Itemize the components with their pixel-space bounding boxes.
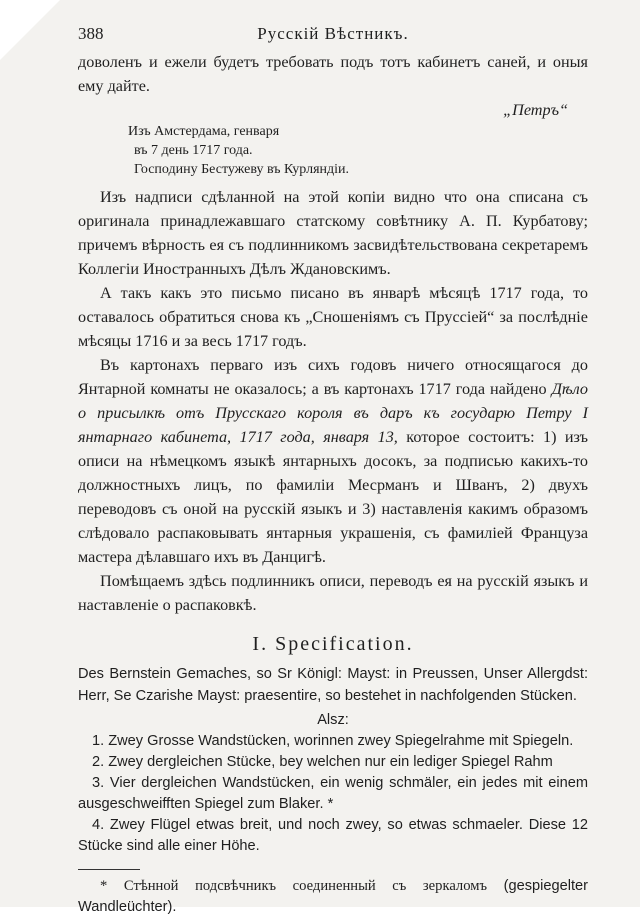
- letter-date-line: въ 7 день 1717 года.: [134, 143, 253, 158]
- archive-file-title: Дѣло о присылкѣ отъ Прусскаго короля въ даръ къ государю Петру I янтарнаго кабинета, 1717 года, января 13,: [78, 380, 589, 446]
- letter-address: Господину Бестужеву въ Курляндіи.: [134, 162, 350, 177]
- page-corner-fold: [0, 0, 60, 60]
- paragraph-letter-date: А такъ какъ это письмо писано въ январѣ мѣсяцѣ 1717 года, то оставалось обратиться снова къ „Сношеніямъ съ Пруссіей“ за послѣдніе мѣсяцы 1716 и за весь 1717 годъ.: [78, 284, 588, 350]
- specification-title: I. Specification.: [252, 633, 414, 655]
- page-number: 388: [78, 24, 104, 43]
- paragraph-copy-origin: Изъ надписи сдѣланной на этой копіи видно что она списана съ оригинала принадлежавшаго статскому совѣтнику А. П. Курбатову; причемъ вѣрность ея съ подлинникомъ засвидѣтельствована секретаремъ Коллегіи Иностранныхъ Дѣлъ Ждановскимъ.: [78, 188, 588, 278]
- letter-closing: доволенъ и ежели будетъ требовать подъ тотъ кабинетъ саней, и оныя ему дайте.: [78, 53, 588, 95]
- page-content: [78, 24, 588, 918]
- list-item: 2. Zwey dergleichen Stücke, bey welchen nur ein lediger Spiegel Rahm: [92, 754, 553, 770]
- list-item: 4. Zwey Flügel etwas breit, und noch zwey, so etwas schmaeler. Diese 12 Stücke sind alle einer Höhe.: [78, 817, 588, 854]
- letter-place-line: Изъ Амстердама, генваря: [128, 124, 280, 139]
- footnote-marker: *: [100, 878, 108, 894]
- archive-text-end: которое состоитъ: 1) изъ описи на нѣмецкомъ языкѣ янтарныхъ досокъ, за подписью какихъ-то должностныхъ лицъ, по фамиліи Месрманъ и Шванъ, 2) двухъ переводовъ съ оной на русскій языкъ и 3) наставленія какимъ образомъ слѣдовало распаковывать янтарныя украшенія, съ фамиліей Француза мастера дѣлавшаго ихъ въ Данцигѣ.: [78, 428, 589, 566]
- paragraph-publication-note: Помѣщаемъ здѣсь подлинникъ описи, переводъ ея на русскій языкъ и наставленіе о распаковкѣ.: [78, 572, 588, 614]
- archive-text-start: Въ картонахъ перваго изъ сихъ годовъ ничего относящагося до Янтарной комнаты не оказалось; а въ картонахъ 1717 года найдено: [78, 356, 588, 398]
- footnote-divider: [78, 869, 140, 870]
- list-item: 1. Zwey Grosse Wandstücken, worinnen zwey Spiegelrahme mit Spiegeln.: [92, 733, 574, 749]
- list-item: 3. Vier dergleichen Wandstücken, ein wenig schmäler, ein jedes mit einem ausgeschweifften Spiegel zum Blaker. *: [78, 775, 588, 812]
- running-title: Русскій Вѣстникъ.: [257, 24, 409, 43]
- specification-alsz: Alsz:: [317, 712, 349, 728]
- footnote-text-ru: Стѣнной подсвѣчникъ соединенный съ зеркаломъ: [123, 878, 488, 894]
- letter-signature: „Петръ“: [503, 101, 568, 119]
- paragraph-archive-file: [78, 353, 588, 569]
- footnote-text-de: (gespiegelter Wandleüchter).: [78, 878, 588, 915]
- specification-intro: Des Bernstein Gemaches, so Sr Königl: Mayst: in Preussen, Unser Allergdst: Herr, Se Czarishe Mayst: praesentire, so bestehet in nachfolgenden Stücken.: [78, 666, 588, 704]
- footnote: [78, 876, 588, 918]
- page-header: [78, 24, 588, 50]
